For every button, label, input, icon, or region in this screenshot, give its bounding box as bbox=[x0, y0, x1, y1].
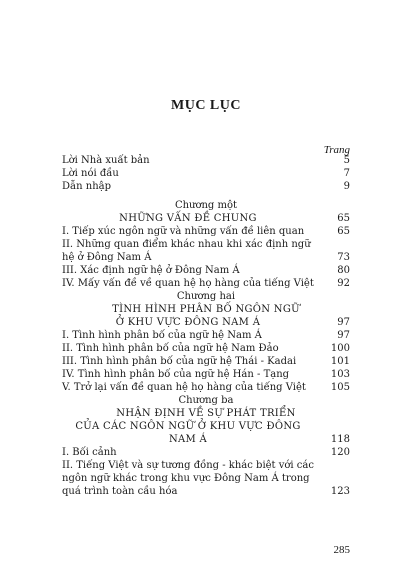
toc-item-label: I. Bối cảnh bbox=[62, 447, 117, 458]
toc-item bbox=[62, 459, 350, 498]
toc-entry-page: 7 bbox=[343, 168, 350, 179]
toc-entry bbox=[62, 180, 350, 193]
toc-entry-label: Lời nói đầu bbox=[62, 168, 119, 179]
chapter-title-page: 97 bbox=[337, 317, 350, 328]
toc-item-page: 97 bbox=[337, 330, 350, 341]
table-of-contents bbox=[62, 154, 350, 498]
toc-entry-label: Dẫn nhập bbox=[62, 181, 112, 192]
toc-item bbox=[62, 381, 350, 394]
toc-item-page: 73 bbox=[337, 252, 350, 263]
toc-item-label: IV. Mấy vấn đề về quan hệ họ hàng của tiếng Việt bbox=[62, 278, 314, 289]
toc-item-page: 100 bbox=[330, 343, 350, 354]
chapter-title-page: 65 bbox=[337, 213, 350, 224]
chapter-title: Ở KHU VỰC ĐÔNG NAM Á bbox=[115, 317, 261, 328]
chapter-title: NHỮNG VẤN ĐỀ CHUNG bbox=[119, 213, 257, 224]
toc-item-page: 123 bbox=[330, 486, 350, 497]
toc-item-label: II. Tình hình phân bố của ngữ hệ Nam Đảo bbox=[62, 343, 279, 354]
toc-item bbox=[62, 368, 350, 381]
page-column-label: Trang bbox=[323, 144, 350, 156]
toc-item-label: III. Tình hình phân bố của ngữ hệ Thái - Kadai bbox=[62, 356, 297, 367]
chapter-title: NHẬN ĐỊNH VỀ SỰ PHÁT TRIỂN bbox=[116, 408, 296, 419]
toc-item bbox=[62, 446, 350, 459]
page-number: 285 bbox=[333, 544, 350, 556]
toc-item-page: 80 bbox=[337, 265, 350, 276]
chapter-heading: Chương một bbox=[174, 200, 238, 211]
toc-item-page: 105 bbox=[330, 382, 350, 393]
toc-item-label: II. Những quan điểm khác nhau khi xác định ngữ hệ ở Đông Nam Á bbox=[62, 239, 311, 263]
toc-item-page: 65 bbox=[337, 226, 350, 237]
toc-entry-page: 9 bbox=[343, 181, 350, 192]
toc-item-label: I. Tiếp xúc ngôn ngữ và những vấn đề liên quan bbox=[62, 226, 305, 237]
toc-item-page: 120 bbox=[330, 447, 350, 458]
chapter-title: TÌNH HÌNH PHÂN BỐ NGÔN NGỮ bbox=[112, 304, 300, 315]
chapter-heading: Chương ba bbox=[178, 395, 234, 406]
toc-item bbox=[62, 342, 350, 355]
page-title: MỤC LỤC bbox=[171, 98, 241, 113]
toc-item bbox=[62, 329, 350, 342]
toc-item-label: III. Xác định ngữ hệ ở Đông Nam Á bbox=[62, 265, 240, 276]
toc-item-label: V. Trở lại vấn đề quan hệ họ hàng của tiếng Việt bbox=[62, 382, 306, 393]
toc-item-page: 92 bbox=[337, 278, 350, 289]
toc-entry bbox=[62, 154, 350, 167]
toc-item bbox=[62, 238, 350, 264]
chapter-heading: Chương hai bbox=[176, 291, 236, 302]
toc-item-label: I. Tình hình phân bố của ngữ hệ Nam Á bbox=[62, 330, 262, 341]
toc-item-page: 101 bbox=[330, 356, 350, 367]
toc-item-label: IV. Tình hình phân bố của ngữ hệ Hán - Tạng bbox=[62, 369, 290, 380]
chapter-title-row bbox=[62, 420, 350, 446]
toc-entry bbox=[62, 167, 350, 180]
toc-item bbox=[62, 277, 350, 290]
chapter-title: CỦA CÁC NGÔN NGỮ Ở KHU VỰC ĐÔNG NAM Á bbox=[75, 421, 301, 445]
toc-item bbox=[62, 355, 350, 368]
chapter-title-row bbox=[62, 212, 350, 225]
toc-entry-page: 5 bbox=[343, 155, 350, 166]
chapter-title-page: 118 bbox=[330, 434, 350, 445]
toc-item bbox=[62, 225, 350, 238]
toc-item-page: 103 bbox=[330, 369, 350, 380]
toc-item-label: II. Tiếng Việt và sự tương đồng - khác biệt với các ngôn ngữ khác trong khu vực Đông Nam Á trong quá trình toàn cầu hóa bbox=[62, 460, 314, 497]
toc-item bbox=[62, 264, 350, 277]
chapter-title-row bbox=[62, 316, 350, 329]
toc-entry-label: Lời Nhà xuất bản bbox=[62, 155, 150, 166]
